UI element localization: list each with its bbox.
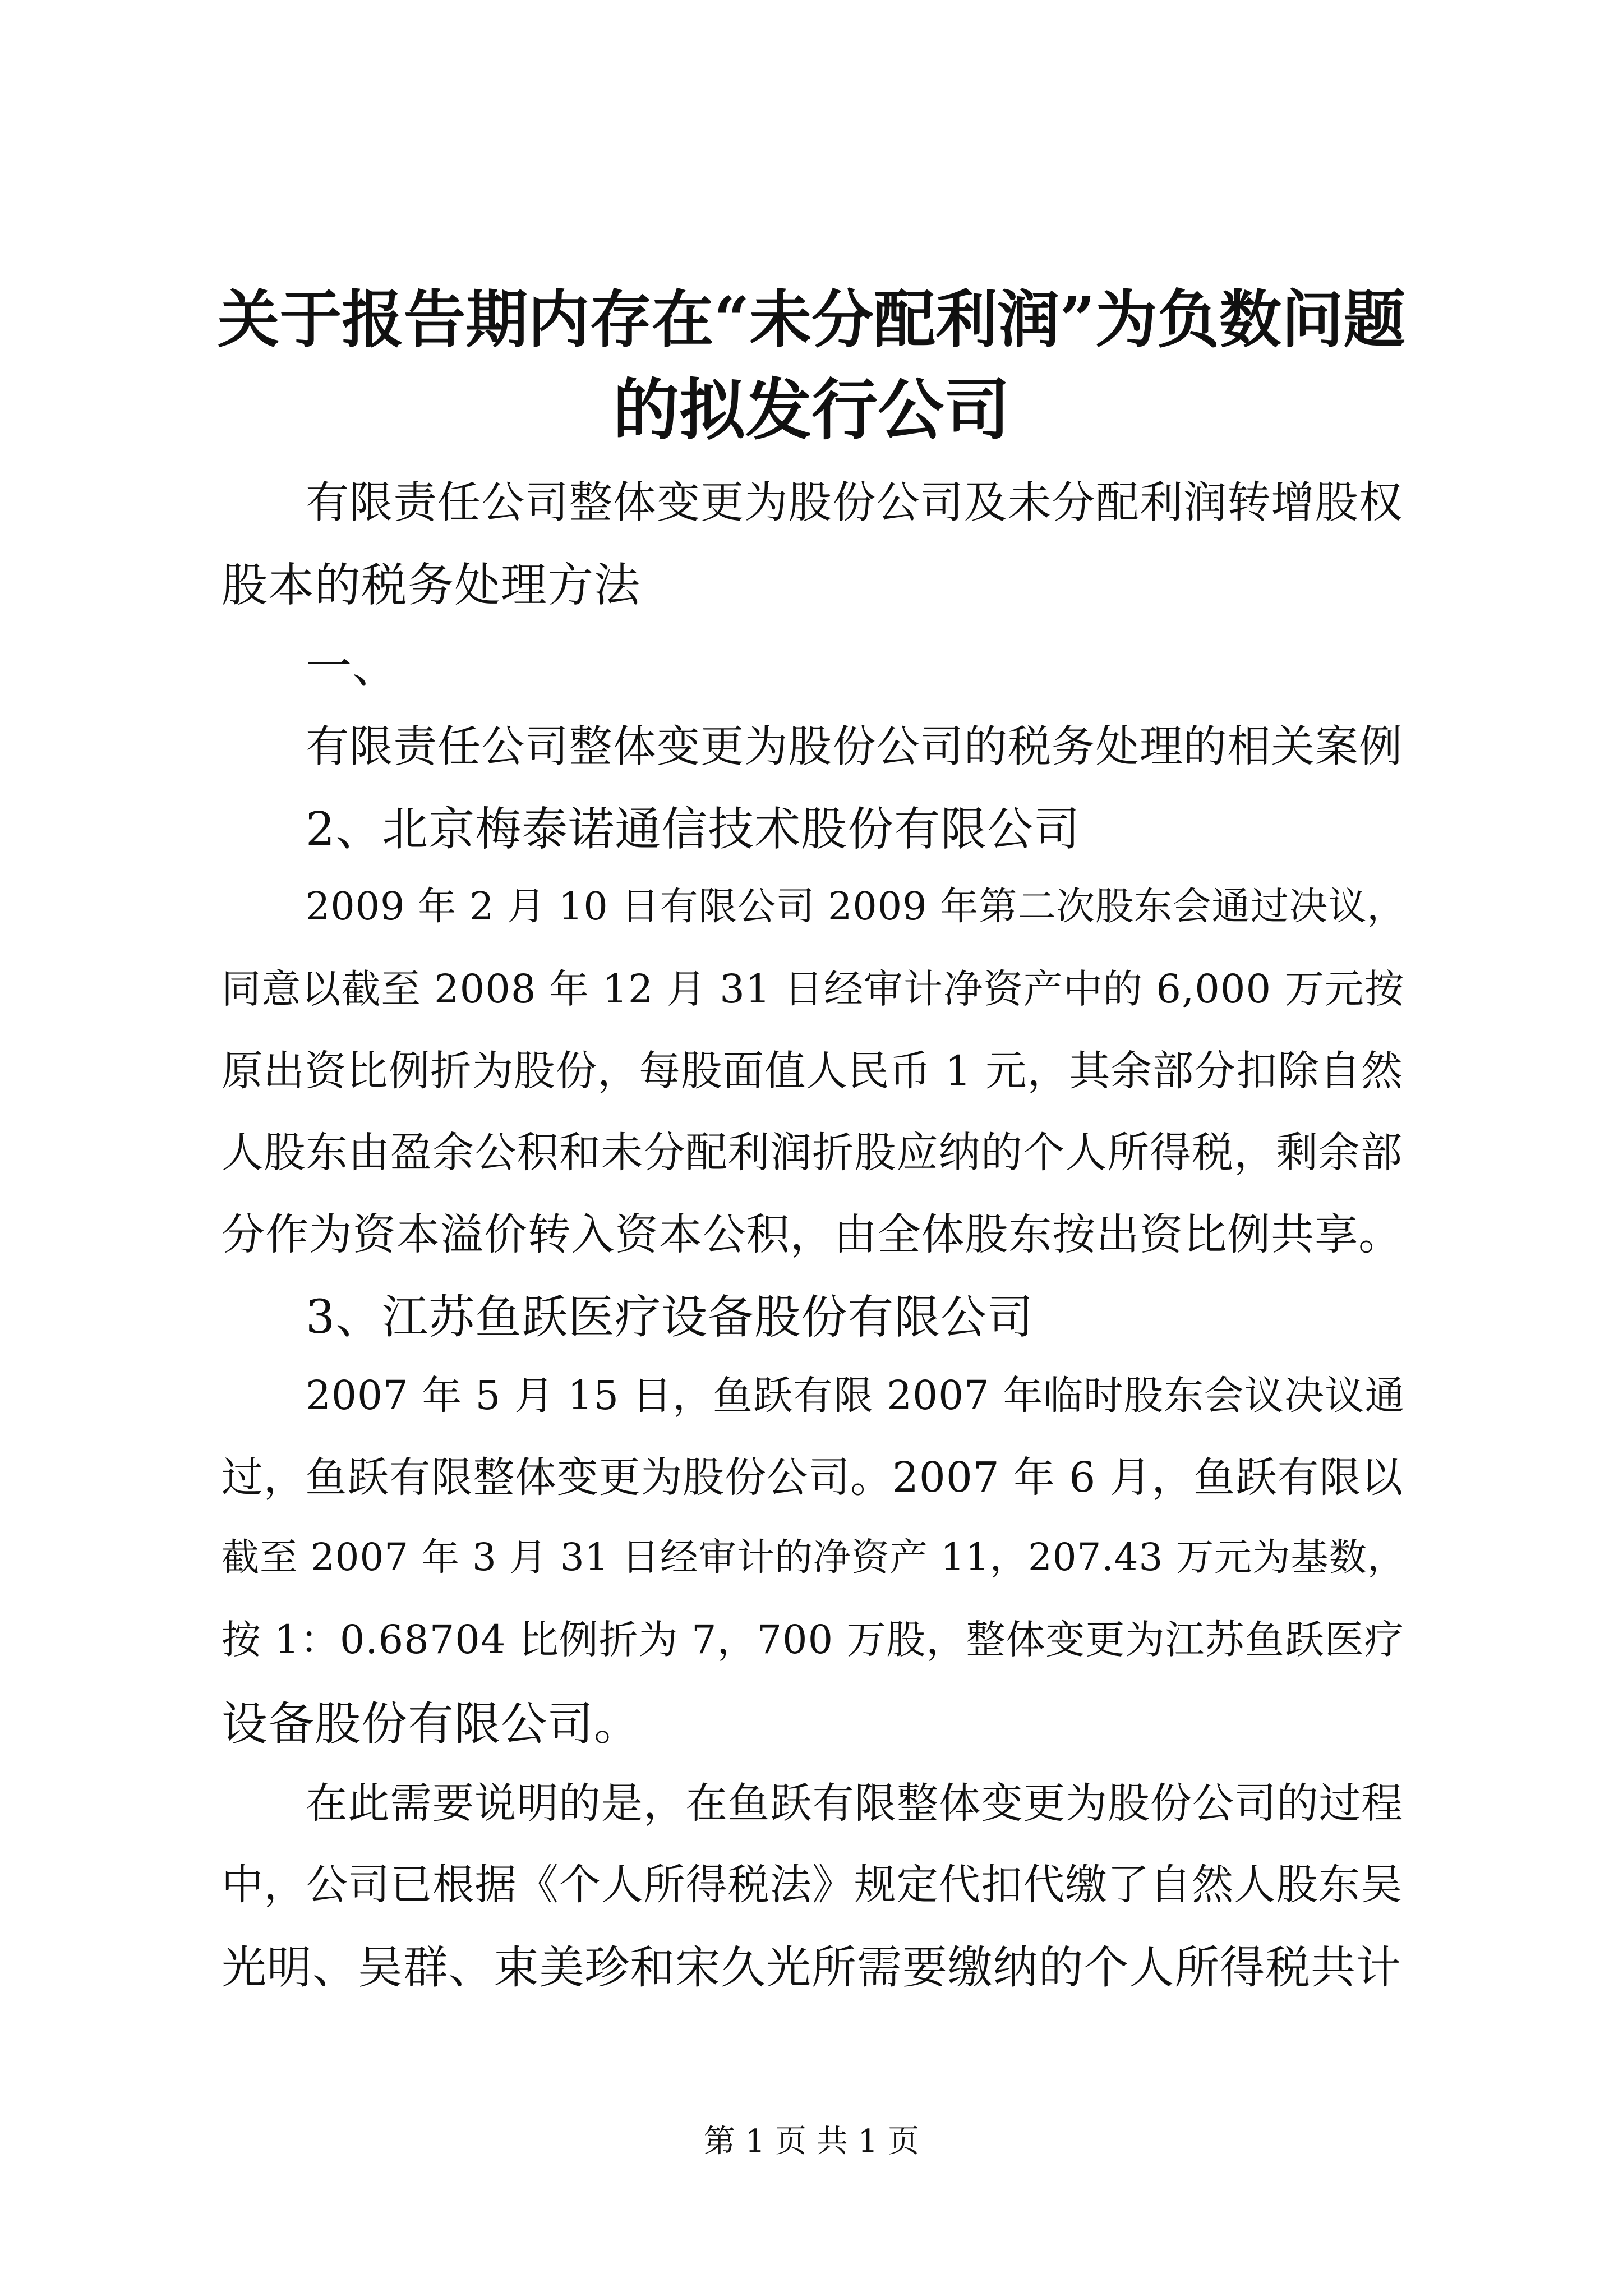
- paragraph-line: 光明、吴群、束美珍和宋久光所需要缴纳的个人所得税共计: [222, 1941, 1401, 1994]
- paragraph-line: 设备股份有限公司。: [222, 1697, 641, 1751]
- paragraph-line: 中，公司已根据《个人所得税法》规定代扣代缴了自然人股东吴: [222, 1860, 1403, 1909]
- document-title-line-1: 关于报告期内存在“未分配利润”为负数问题: [217, 283, 1406, 356]
- case-heading: 2、北京梅泰诺通信技术股份有限公司: [306, 803, 1081, 856]
- paragraph-line: 有限责任公司整体变更为股份公司及未分配利润转增股权: [306, 477, 1403, 528]
- paragraph-line: 股本的税务处理方法: [222, 559, 641, 612]
- case-heading: 3、江苏鱼跃医疗设备股份有限公司: [306, 1291, 1034, 1344]
- paragraph-line: 原出资比例折为股份，每股面值人民币 1 元，其余部分扣除自然: [222, 1047, 1403, 1095]
- document-title-line-2: 的拟发行公司: [612, 371, 1010, 449]
- paragraph-line: 同意以截至 2008 年 12 月 31 日经审计净资产中的 6,000 万元按: [222, 966, 1404, 1012]
- page-number-footer: 第 1 页 共 1 页: [703, 2123, 920, 2160]
- paragraph-line: 截至 2007 年 3 月 31 日经审计的净资产 11，207.43 万元为基数，: [222, 1535, 1406, 1579]
- paragraph-line: 分作为资本溢价转入资本公积，由全体股东按出资比例共享。: [222, 1210, 1403, 1260]
- paragraph-line: 2007 年 5 月 15 日，鱼跃有限 2007 年临时股东会议决议通: [306, 1372, 1405, 1419]
- paragraph-line: 过，鱼跃有限整体变更为股份公司。2007 年 6 月，鱼跃有限以: [222, 1454, 1403, 1502]
- paragraph-line: 在此需要说明的是，在鱼跃有限整体变更为股份公司的过程: [306, 1779, 1404, 1828]
- paragraph-line: 2009 年 2 月 10 日有限公司 2009 年第二次股东会通过决议，: [306, 885, 1406, 929]
- section-heading: 一、: [306, 640, 399, 693]
- section-subheading: 有限责任公司整体变更为股份公司的税务处理的相关案例: [306, 721, 1403, 772]
- paragraph-line: 按 1：0.68704 比例折为 7，700 万股，整体变更为江苏鱼跃医疗: [222, 1617, 1404, 1663]
- paragraph-line: 人股东由盈余公积和未分配利润折股应纳的个人所得税，剩余部: [222, 1128, 1403, 1177]
